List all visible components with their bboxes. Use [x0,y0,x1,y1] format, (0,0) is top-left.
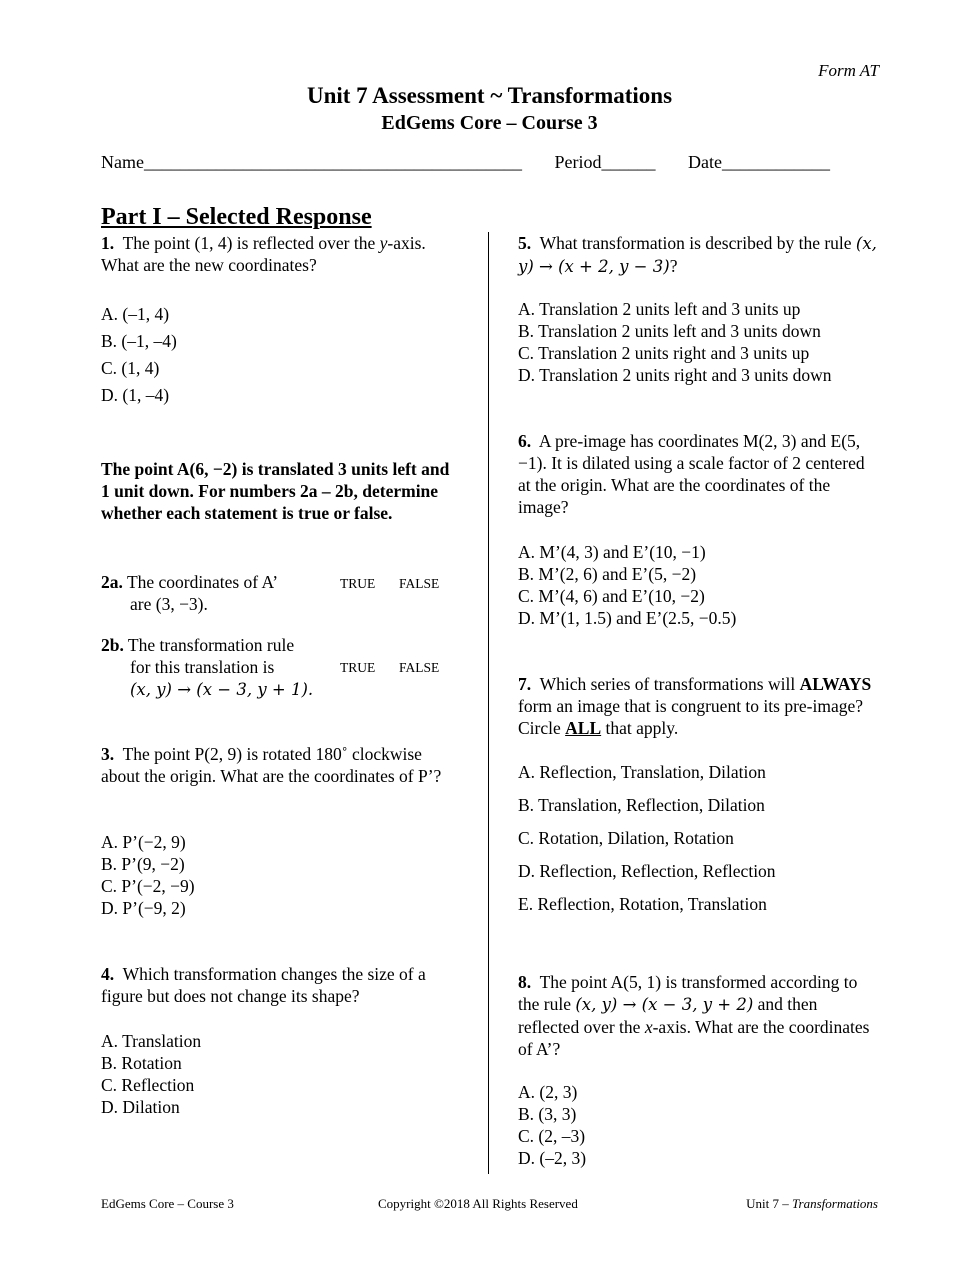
question-3 [101,743,461,787]
q2a-true[interactable]: TRUE [340,576,376,591]
q7-always: ALWAYS [799,674,872,694]
q5-choice-b[interactable]: B. Translation 2 units left and 3 units down [518,321,821,341]
q5-choice-d[interactable]: D. Translation 2 units right and 3 units down [518,365,832,385]
q1-text: The point (1, 4) is reflected over the [122,233,380,253]
q8-choice-d[interactable]: D. (–2, 3) [518,1148,587,1168]
q2a-number: 2a. [101,572,123,592]
q7-choice-a[interactable]: A. Reflection, Translation, Dilation [518,762,766,782]
q5-text: What transformation is described by the rule [539,233,852,253]
q6-text: A pre-image has coordinates M(2, 3) and E(5, −1). It is dilated using a scale factor of 2 centered at the origin. What are the coordinates of the image? [518,431,865,517]
question-7 [518,673,878,739]
footer-left: EdGems Core – Course 3 [101,1196,234,1211]
q7-choice-b[interactable]: B. Translation, Reflection, Dilation [518,795,765,815]
q3-choice-b[interactable]: B. P’(9, −2) [101,854,185,874]
q7-choice-c[interactable]: C. Rotation, Dilation, Rotation [518,828,734,848]
q6-choice-c[interactable]: C. M’(4, 6) and E’(10, −2) [518,586,705,606]
q2a-line1: The coordinates of A’ [126,572,279,592]
q5-choice-a[interactable]: A. Translation 2 units left and 3 units up [518,299,801,319]
q7-number: 7. [518,674,532,694]
q5-end: ? [669,256,678,276]
q3-choice-a[interactable]: A. P’(−2, 9) [101,832,186,852]
page-subtitle: EdGems Core – Course 3 [381,112,598,134]
q2b-false[interactable]: FALSE [399,660,440,675]
q4-number: 4. [101,964,115,984]
q8-number: 8. [518,972,532,992]
q2b-rule: (x, y) → (x − 3, y + 1). [130,680,314,699]
q4-choice-d[interactable]: D. Dilation [101,1097,180,1117]
q2b-line2: for this translation is [130,657,275,677]
q4-choice-b[interactable]: B. Rotation [101,1053,182,1073]
q1-number: 1. [101,233,115,253]
q8-var: x [644,1017,653,1037]
form-label: Form AT [818,61,879,80]
name-field[interactable]: Name__________________________________________ [101,152,522,172]
q3-number: 3. [101,744,115,764]
q1-text-end: -axis. What are the new coordinates? [101,233,426,275]
student-info-line [101,151,830,173]
q2-prompt: The point A(6, −2) is translated 3 units left and 1 unit down. For numbers 2a – 2b, determine whether each statement is true or false. [101,459,450,523]
q2b-number: 2b. [101,635,124,655]
question-1 [101,232,466,276]
q2b-line1: The transformation rule [127,635,295,655]
footer-right-plain: Unit 7 – [746,1196,793,1211]
q1-choice-a[interactable]: A. (–1, 4) [101,304,170,324]
q2a-statement [101,571,278,593]
q7-text3: that apply. [601,718,679,738]
q4-choice-a[interactable]: A. Translation [101,1031,202,1051]
q8-text2: and then reflected over the [518,994,818,1037]
part-title: Part I – Selected Response [101,204,372,230]
q5-choice-c[interactable]: C. Translation 2 units right and 3 units up [518,343,810,363]
q6-choice-b[interactable]: B. M’(2, 6) and E’(5, −2) [518,564,697,584]
q7-all: ALL [565,718,602,738]
q1-choice-d[interactable]: D. (1, –4) [101,385,170,405]
footer-right-italic: Transformations [792,1196,878,1211]
q1-choice-b[interactable]: B. (–1, –4) [101,331,177,351]
footer-copyright: Copyright ©2018 All Rights Reserved [378,1196,578,1211]
q8-rule: (x, y) → (x − 3, y + 2) [575,995,754,1014]
q8-text1: The point A(5, 1) is transformed according to the rule [518,972,858,1014]
page-title: Unit 7 Assessment ~ Transformations [306,83,673,108]
q1-choice-c[interactable]: C. (1, 4) [101,358,160,378]
q7-choice-e[interactable]: E. Reflection, Rotation, Translation [518,894,767,914]
q7-text1: Which series of transformations will [539,674,796,694]
q7-text2: form an image that is congruent to its pre-image? Circle [518,696,864,738]
q2a-false[interactable]: FALSE [399,576,440,591]
question-6 [518,430,878,518]
question-5 [518,232,878,278]
q3-choice-d[interactable]: D. P’(−9, 2) [101,898,186,918]
q4-choice-c[interactable]: C. Reflection [101,1075,195,1095]
question-8 [518,971,878,1060]
q5-rule: (x, y) → (x + 2, y − 3) [518,234,877,276]
footer-right [746,1193,878,1215]
q8-text3: -axis. What are the coordinates of A’? [518,1017,870,1059]
question-4 [101,963,466,1007]
q2b-true[interactable]: TRUE [340,660,376,675]
period-field[interactable]: Period______ [554,152,656,172]
q3-choice-c[interactable]: C. P’(−2, −9) [101,876,195,896]
q6-choice-d[interactable]: D. M’(1, 1.5) and E’(2.5, −0.5) [518,608,737,628]
q5-number: 5. [518,233,532,253]
q6-number: 6. [518,431,532,451]
q8-choice-b[interactable]: B. (3, 3) [518,1104,577,1124]
q6-choice-a[interactable]: A. M’(4, 3) and E’(10, −1) [518,542,706,562]
q2b-statement [101,634,294,656]
q3-text: The point P(2, 9) is rotated 180˚ clockwise about the origin. What are the coordinates of P’? [101,744,442,786]
q7-choice-d[interactable]: D. Reflection, Reflection, Reflection [518,861,776,881]
q2a-line2: are (3, −3). [130,594,208,614]
date-field[interactable]: Date____________ [687,152,830,172]
q8-choice-c[interactable]: C. (2, –3) [518,1126,586,1146]
q1-var: y [379,233,388,253]
q8-choice-a[interactable]: A. (2, 3) [518,1082,578,1102]
column-divider [488,232,489,1174]
q4-text: Which transformation changes the size of a figure but does not change its shape? [101,964,426,1006]
